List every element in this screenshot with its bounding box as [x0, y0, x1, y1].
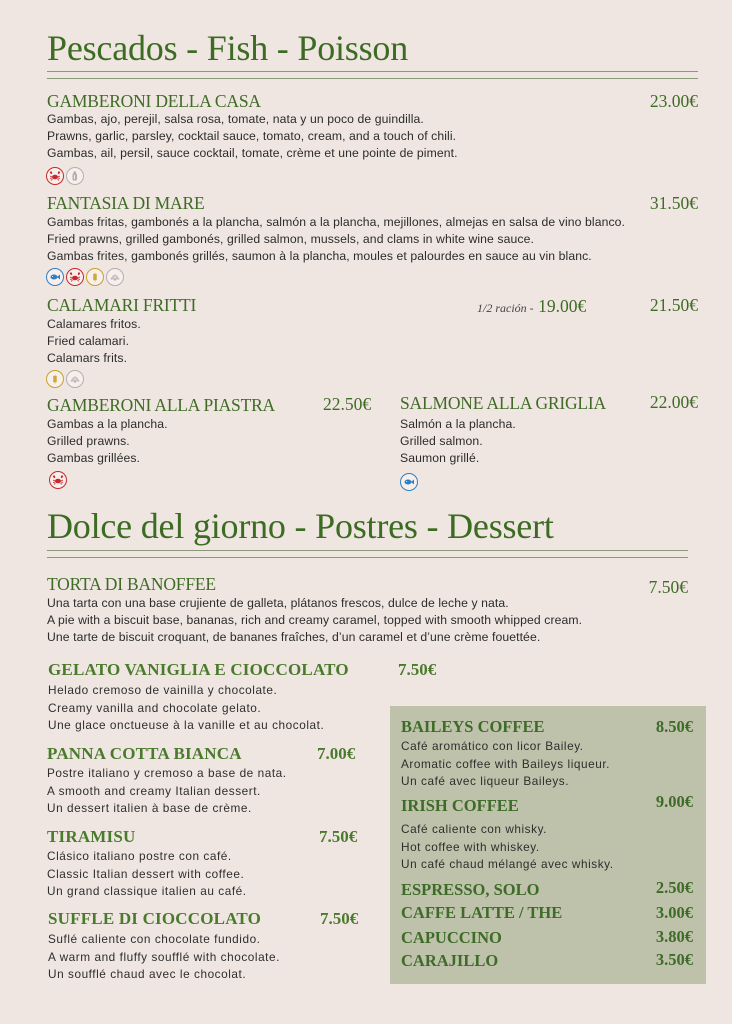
allergen-icons [49, 471, 67, 489]
desc-en: A warm and fluffy soufflé with chocolate. [48, 949, 280, 964]
half-portion-label: 1/2 ración - [477, 301, 534, 315]
item-name: CARAJILLO [401, 951, 499, 970]
desc-es: Café aromático con licor Bailey. [401, 739, 584, 753]
item-price: 22.50€ [323, 394, 372, 414]
allergen-icons [400, 473, 418, 491]
item-description [47, 848, 247, 901]
item-name: GAMBERONI ALLA PIASTRA [47, 395, 275, 415]
item-name: FANTASIA DI MARE [47, 193, 205, 213]
desc-en: Classic Italian dessert with coffee. [47, 866, 245, 881]
item-description [47, 416, 168, 468]
half-portion [477, 298, 586, 317]
item-description [47, 316, 141, 368]
item-name: GELATO VANIGLIA E CIOCCOLATO [48, 660, 349, 679]
desc-fr: Gambas frites, gambonés grillés, saumon à la plancha, moules et palourdes en sauce au vin blanc. [47, 249, 592, 264]
item-name: PANNA COTTA BIANCA [47, 744, 242, 763]
desc-en: A pie with a biscuit base, bananas, rich and creamy caramel, topped with smooth whipped cream. [47, 613, 583, 628]
item-price: 3.80€ [655, 927, 693, 946]
item-price: 23.00€ [649, 91, 698, 111]
item-price: 7.50€ [319, 827, 358, 846]
item-price: 3.50€ [655, 950, 693, 969]
half-portion-price: 19.00€ [538, 296, 587, 316]
divider [47, 550, 688, 551]
item-name: CAFFE LATTE / THE [401, 903, 563, 922]
item-price: 21.50€ [649, 295, 698, 315]
fish-icon [46, 268, 64, 286]
fish-icon [400, 473, 418, 491]
desc-fr: Gambas, ail, persil, sauce cocktail, tomate, crème et une pointe de piment. [47, 146, 458, 161]
item-description [401, 738, 610, 791]
desc-en: Fried calamari. [47, 334, 130, 349]
item-price: 7.50€ [320, 909, 359, 928]
desc-fr: Un café chaud mélangé avec whisky. [401, 857, 614, 871]
item-description [48, 682, 324, 735]
desc-en: Aromatic coffee with Baileys liqueur. [401, 756, 610, 771]
sulphites-icon [66, 167, 84, 185]
desc-fr: Gambas grillées. [47, 451, 141, 466]
desc-es: Gambas a la plancha. [47, 417, 168, 431]
desc-en: Prawns, garlic, parsley, cocktail sauce, tomato, cream, and a touch of chili. [47, 129, 457, 144]
item-price: 22.00€ [649, 392, 698, 412]
item-name: TORTA DI BANOFFEE [47, 574, 216, 594]
crustacean-icon [46, 167, 64, 185]
item-name: CAPUCCINO [401, 928, 502, 947]
desc-es: Suflé caliente con chocolate fundido. [48, 932, 261, 946]
item-description [47, 111, 458, 163]
divider [47, 78, 698, 79]
desc-es: Una tarta con una base crujiente de galleta, plátanos frescos, dulce de leche y nata. [47, 596, 509, 610]
item-name: IRISH COFFEE [401, 796, 519, 815]
item-description [47, 595, 582, 647]
item-description [401, 821, 614, 874]
desc-en: Grilled salmon. [400, 434, 483, 449]
desc-es: Salmón a la plancha. [400, 417, 516, 431]
desc-fr: Un café avec liqueur Baileys. [401, 774, 570, 788]
allergen-icons [46, 167, 84, 185]
item-description [48, 931, 280, 984]
desc-en: Hot coffee with whiskey. [401, 839, 540, 854]
desc-es: Gambas fritas, gambonés a la plancha, salmón a la plancha, mejillones, almejas en salsa de vino blanco. [47, 215, 626, 229]
crustacean-icon [49, 471, 67, 489]
desc-es: Helado cremoso de vainilla y chocolate. [48, 683, 278, 697]
gluten-icon [46, 370, 64, 388]
divider [47, 557, 688, 558]
gluten-icon [86, 268, 104, 286]
item-name: ESPRESSO, SOLO [401, 880, 540, 899]
divider [47, 71, 698, 72]
desc-fr: Une tarte de biscuit croquant, de bananes fraîches, d’un caramel et d’une crème fouettée. [47, 630, 541, 645]
desc-fr: Un soufflé chaud avec le chocolat. [48, 967, 247, 981]
item-price: 7.50€ [648, 577, 688, 597]
item-name: TIRAMISU [47, 827, 136, 846]
item-price: 2.50€ [655, 878, 693, 897]
desc-fr: Un grand classique italien au café. [47, 884, 247, 898]
mollusc-icon [66, 370, 84, 388]
desc-es: Gambas, ajo, perejil, salsa rosa, tomate, nata y un poco de guindilla. [47, 112, 424, 126]
item-price: 7.00€ [317, 744, 356, 763]
item-price: 9.00€ [655, 792, 693, 811]
desc-en: Creamy vanilla and chocolate gelato. [48, 700, 262, 715]
desc-fr: Calamars frits. [47, 351, 128, 366]
item-name: SALMONE ALLA GRIGLIA [400, 393, 606, 413]
section-title-fish: Pescados - Fish - Poisson [47, 28, 409, 68]
allergen-icons [46, 268, 124, 286]
desc-fr: Un dessert italien à base de crème. [47, 801, 252, 815]
item-description [47, 765, 287, 818]
item-price: 3.00€ [655, 903, 693, 922]
item-name: BAILEYS COFFEE [401, 717, 545, 736]
desc-en: Fried prawns, grilled gambonés, grilled salmon, mussels, and clams in white wine sauce. [47, 232, 534, 247]
desc-es: Calamares fritos. [47, 317, 141, 331]
desc-es: Postre italiano y cremoso a base de nata. [47, 766, 287, 780]
crustacean-icon [66, 268, 84, 286]
desc-fr: Saumon grillé. [400, 451, 480, 466]
item-price: 7.50€ [398, 660, 437, 679]
item-price: 31.50€ [649, 193, 698, 213]
desc-en: A smooth and creamy Italian dessert. [47, 783, 261, 798]
desc-fr: Une glace onctueuse à la vanille et au chocolat. [48, 718, 325, 732]
item-name: CALAMARI FRITTI [47, 295, 197, 315]
desc-en: Grilled prawns. [47, 434, 130, 449]
item-price: 8.50€ [655, 717, 693, 736]
item-description [47, 214, 625, 266]
desc-es: Clásico italiano postre con café. [47, 849, 232, 863]
mollusc-icon [106, 268, 124, 286]
allergen-icons [46, 370, 84, 388]
item-name: GAMBERONI DELLA CASA [47, 91, 261, 111]
item-description [400, 416, 516, 468]
desc-es: Café caliente con whisky. [401, 822, 547, 836]
section-title-dessert: Dolce del giorno - Postres - Dessert [47, 506, 554, 546]
item-name: SUFFLE DI CIOCCOLATO [48, 909, 262, 928]
